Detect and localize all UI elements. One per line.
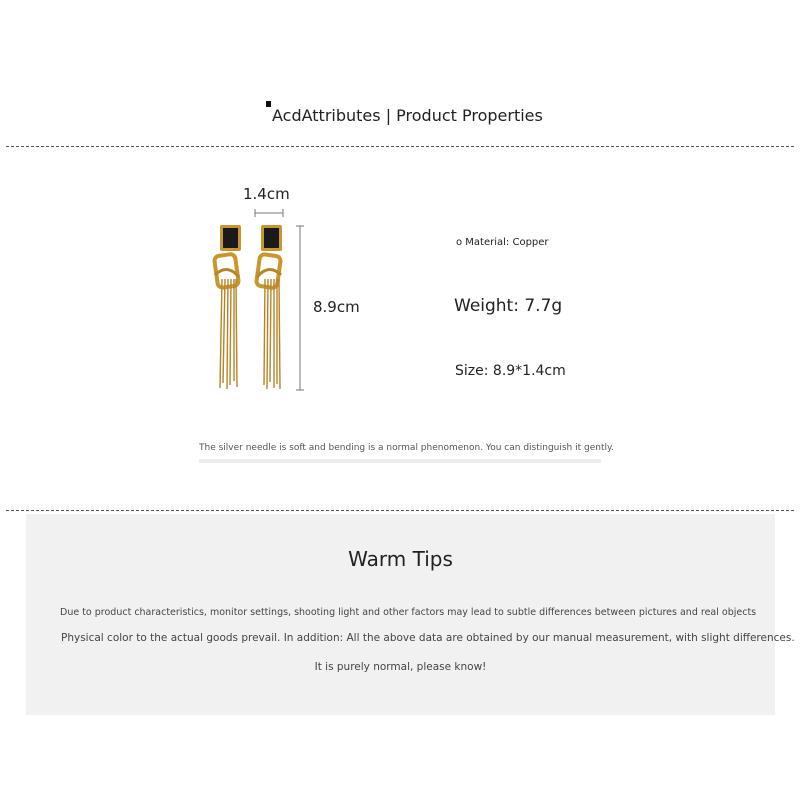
tips-line-3: It is purely normal, please know! [314,661,487,673]
warm-tips-title: Warm Tips [348,547,453,571]
divider-bottom [6,510,794,511]
tips-line-1: Due to product characteristics, monitor settings, shooting light and other factors may lead to subtle differences between pictures and real objects [60,607,757,618]
material-property: o Material: Copper [456,237,549,248]
tips-line-2: Physical color to the actual goods prevail. In addition: All the above data are obtained by our manual measurement, with slight differences. [61,632,795,644]
width-label: 1.4cm [243,185,290,203]
page-title: AcdAttributes | Product Properties [272,106,543,125]
warm-tips-panel [26,514,795,715]
note-underline-bar [199,459,601,463]
right-earring [256,225,282,389]
earring-image [195,205,310,400]
size-property: Size: 8.9*1.4cm [455,363,566,379]
header-mark [266,101,271,107]
height-label: 8.9cm [313,298,360,316]
height-dimension-line [296,226,304,390]
divider-top [6,146,794,147]
left-earring [214,225,241,389]
width-dimension-line [255,209,283,217]
weight-property: Weight: 7.7g [454,296,563,316]
needle-note: The silver needle is soft and bending is a normal phenomenon. You can distinguish it gently. [199,443,614,453]
